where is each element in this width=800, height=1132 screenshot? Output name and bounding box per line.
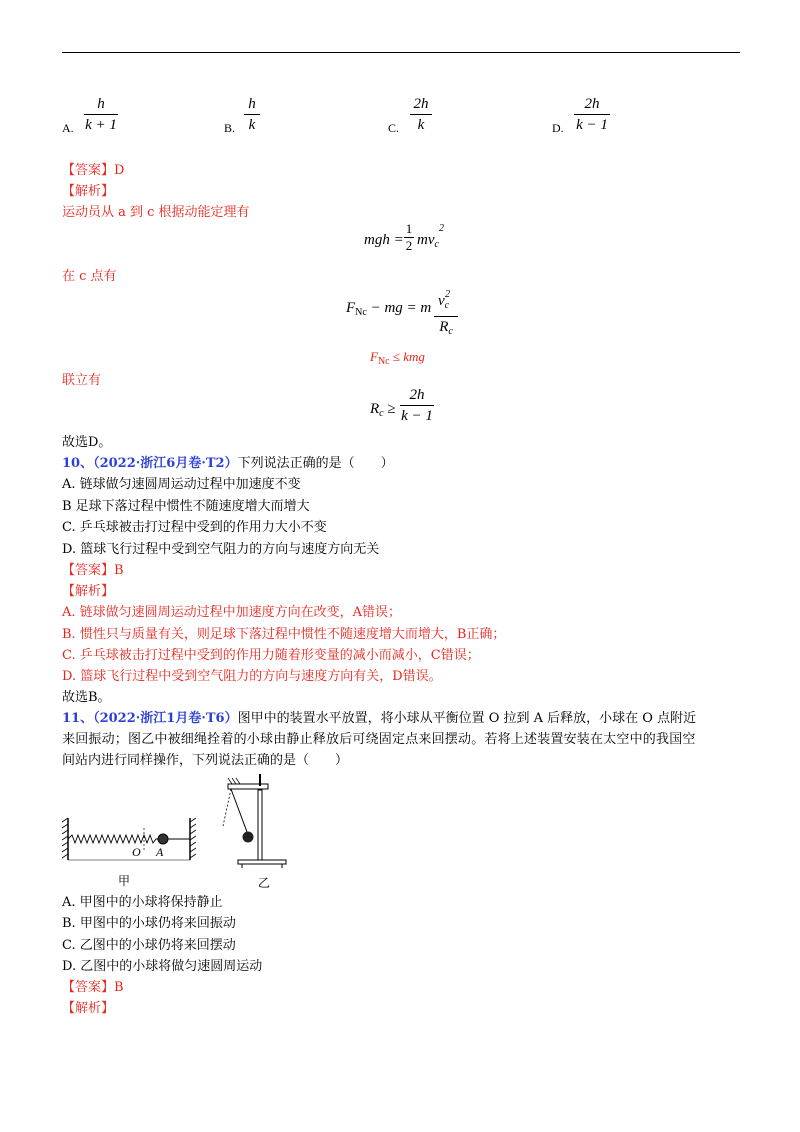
q11-stem-text1: 图甲中的装置水平放置，将小球从平衡位置 O 拉到 A 后释放，小球在 O 点附近 [237, 711, 697, 726]
option-a-fraction [84, 95, 118, 134]
q10-option-d: D. 篮球飞行过程中受到空气阻力的方向与速度方向无关 [62, 542, 380, 557]
q10-explain-a: A. 链球做匀速圆周运动过程中加速度方向在改变，A错误； [62, 605, 402, 620]
option-a-label: A. [62, 121, 74, 135]
q11-stem-line2: 来回振动；图乙中被细绳拴着的小球由静止释放后可绕固定点来回摆动。若将上述装置安装在太空中的我国空 [62, 732, 696, 747]
q11-option-c: C. 乙图中的小球仍将来回摆动 [62, 938, 236, 953]
option-b-fraction [244, 95, 260, 134]
equation-kinetic-energy-sup: 2 [439, 223, 444, 234]
q9-line1: 运动员从 a 到 c 根据动能定理有 [62, 205, 250, 220]
equation-centripetal: $F_{Nc}$ − mg = m [346, 300, 432, 318]
q11-analysis-label: 【解析】 [62, 1001, 115, 1016]
q10-number: 10、（2022·浙江6月卷·T2） [62, 456, 238, 471]
option-a-denominator: k + 1 [85, 117, 117, 133]
option-a-numerator: h [97, 96, 105, 112]
q10-conclusion: 故选B。 [62, 690, 111, 705]
option-b-numerator: h [248, 96, 256, 112]
equation-kinetic-energy-right: $mv_c$ [417, 232, 439, 250]
q9-line2: 在 c 点有 [62, 269, 117, 284]
equation-kinetic-energy-fraction: 1 2 [405, 221, 413, 253]
equation-centripetal-fraction: $v_c^2$ $R_c$ [434, 288, 458, 341]
equation-kinetic-energy: mgh = [364, 232, 404, 248]
figure-yi-pendulum [223, 774, 286, 890]
q9-line3: 联立有 [62, 373, 102, 388]
q10-explain-d: D. 篮球飞行过程中受到空气阻力的方向与速度方向有关，D错误。 [62, 669, 442, 684]
option-c-fraction [410, 95, 432, 134]
equation-constraint: $F_{Nc}$ ≤ kmg [370, 349, 425, 367]
q11-stem-line1 [62, 710, 696, 728]
q11-option-d: D. 乙图中的小球将做匀速圆周运动 [62, 959, 263, 974]
label-yi: 乙 [258, 876, 271, 890]
q10-explain-b: B. 惯性只与质量有关，则足球下落过程中惯性不随速度增大而增大，B正确； [62, 627, 506, 642]
q9-analysis-label: 【解析】 [62, 184, 115, 199]
label-jia: 甲 [118, 874, 131, 888]
option-c-numerator: 2h [413, 96, 429, 112]
option-d-fraction [574, 95, 610, 134]
header-rule [62, 52, 740, 53]
q11-answer: 【答案】B [62, 980, 124, 995]
option-d-denominator: k − 1 [576, 117, 608, 133]
option-d-label: D. [552, 121, 564, 135]
label-a: A [156, 845, 164, 859]
q10-explain-c: C. 乒乓球被击打过程中受到的作用力随着形变量的减小而减小，C错误； [62, 648, 480, 663]
q11-option-a: A. 甲图中的小球将保持静止 [62, 895, 223, 910]
option-b-denominator: k [248, 117, 256, 133]
q10-stem-text: 下列说法正确的是（ ） [237, 456, 394, 471]
option-b-label: B. [224, 121, 236, 135]
q10-answer: 【答案】B [62, 563, 124, 578]
equation-result: $R_c$ ≥ [370, 401, 396, 419]
q10-option-c: C. 乒乓球被击打过程中受到的作用力大小不变 [62, 520, 327, 535]
q9-conclusion: 故选D。 [62, 435, 112, 450]
option-c-denominator: k [417, 117, 425, 133]
option-d-numerator: 2h [584, 96, 600, 112]
equation-result-fraction: 2h k − 1 [401, 387, 433, 424]
q10-analysis-label: 【解析】 [62, 584, 115, 599]
q11-figure [60, 770, 320, 890]
figure-jia-spring-oscillator [62, 818, 196, 888]
label-o: O [132, 845, 141, 859]
q11-number: 11、（2022·浙江1月卷·T6） [62, 711, 238, 726]
q11-option-b: B. 甲图中的小球仍将来回振动 [62, 916, 236, 931]
option-c-label: C. [388, 121, 400, 135]
q9-answer: 【答案】D [62, 163, 125, 178]
q11-stem-line3: 间站内进行同样操作，下列说法正确的是（ ） [62, 753, 349, 768]
q10-option-b: B 足球下落过程中惯性不随速度增大而增大 [62, 499, 310, 514]
q10-option-a: A. 链球做匀速圆周运动过程中加速度不变 [62, 477, 301, 492]
q10-stem [62, 455, 394, 473]
